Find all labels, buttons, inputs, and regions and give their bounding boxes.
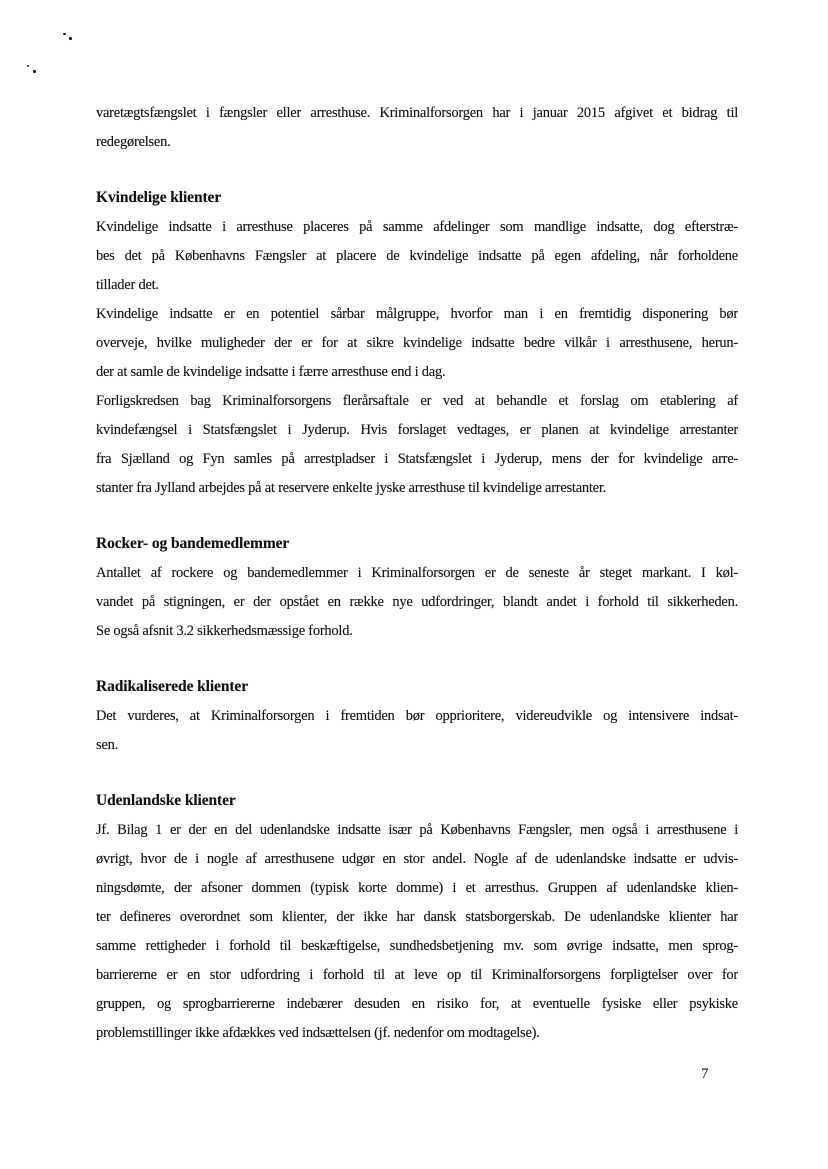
section-heading: Rocker- og bandemedlemmer xyxy=(96,535,290,552)
text-line: barriererne er en stor udfordring i forhold til at leve op til Kriminalforsorgens forpligtelser over for xyxy=(96,967,738,983)
text-line: Antallet af rockere og bandemedlemmer i Kriminalforsorgen er de seneste år steget markant. I køl- xyxy=(96,565,738,581)
paragraph xyxy=(96,213,738,300)
text-line: sen. xyxy=(96,737,118,753)
scan-speck xyxy=(27,65,29,67)
text-line: kvindefængsel i Statsfængslet i Jyderup. Hvis forslaget vedtages, er planen at kvindelige arrestanter xyxy=(96,422,738,438)
text-line: Kvindelige indsatte er en potentiel sårbar målgruppe, hvorfor man i en fremtidig disponering bør xyxy=(96,306,738,322)
section-heading: Radikaliserede klienter xyxy=(96,678,248,695)
text-line: ningsdømte, der afsoner dommen (typisk korte domme) i et arresthus. Gruppen af udenlandske klien- xyxy=(96,880,738,896)
paragraph xyxy=(96,99,738,157)
text-line: ter defineres overordnet som klienter, der ikke har dansk statsborgerskab. De udenlandske klienter har xyxy=(96,909,738,925)
text-line: gruppen, og sprogbarriererne indebærer desuden en risiko for, at eventuelle fysiske eller psykiske xyxy=(96,996,738,1012)
text-line: redegørelsen. xyxy=(96,134,171,150)
text-line: Det vurderes, at Kriminalforsorgen i fremtiden bør opprioritere, videreudvikle og intensivere indsat- xyxy=(96,708,738,724)
paragraph xyxy=(96,816,738,1048)
text-line: Kvindelige indsatte i arresthuse placeres på samme afdelinger som mandlige indsatte, dog efterstræ- xyxy=(96,219,738,235)
page-number: 7 xyxy=(701,1066,709,1082)
text-line: bes det på Københavns Fængsler at placere de kvindelige indsatte på egen afdeling, når forholdene xyxy=(96,248,738,264)
text-line: samme rettigheder i forhold til beskæftigelse, sundhedsbetjening mv. som øvrige indsatte, men sprog- xyxy=(96,938,738,954)
text-line: øvrigt, hvor de i nogle af arresthusene udgør en stor andel. Nogle af de udenlandske indsatte er udvis- xyxy=(96,851,738,867)
text-line: vandet på stigningen, er der opstået en række nye udfordringer, blandt andet i forhold til sikkerheden. xyxy=(96,594,738,610)
text-line: Jf. Bilag 1 er der en del udenlandske indsatte især på Københavns Fængsler, men også i arresthusene i xyxy=(96,822,738,838)
text-line: overveje, hvilke muligheder der er for at sikre kvindelige indsatte bedre vilkår i arresthusene, herun- xyxy=(96,335,738,351)
section-heading: Udenlandske klienter xyxy=(96,792,236,809)
text-line: der at samle de kvindelige indsatte i færre arresthuse end i dag. xyxy=(96,364,446,380)
paragraph xyxy=(96,559,738,646)
text-line: tillader det. xyxy=(96,277,159,293)
paragraph xyxy=(96,702,738,760)
paragraph xyxy=(96,300,738,387)
text-line: stanter fra Jylland arbejdes på at reservere enkelte jyske arresthuse til kvindelige arrestanter. xyxy=(96,480,607,496)
scan-speck xyxy=(33,70,36,73)
scan-speck xyxy=(69,37,73,41)
text-line: problemstillinger ikke afdækkes ved indsættelsen (jf. nedenfor om modtagelse). xyxy=(96,1025,540,1041)
document-content xyxy=(96,99,738,1048)
scan-speck xyxy=(63,33,66,35)
paragraph xyxy=(96,387,738,503)
text-line: varetægtsfængslet i fængsler eller arresthuse. Kriminalforsorgen har i januar 2015 afgivet et bidrag til xyxy=(96,105,738,121)
text-line: fra Sjælland og Fyn samles på arrestpladser i Statsfængslet i Jyderup, mens der for kvindelige arre- xyxy=(96,451,738,467)
text-line: Se også afsnit 3.2 sikkerhedsmæssige forhold. xyxy=(96,623,353,639)
text-line: Forligskredsen bag Kriminalforsorgens flerårsaftale er ved at behandle et forslag om etablering af xyxy=(96,393,738,409)
section-heading: Kvindelige klienter xyxy=(96,189,222,206)
